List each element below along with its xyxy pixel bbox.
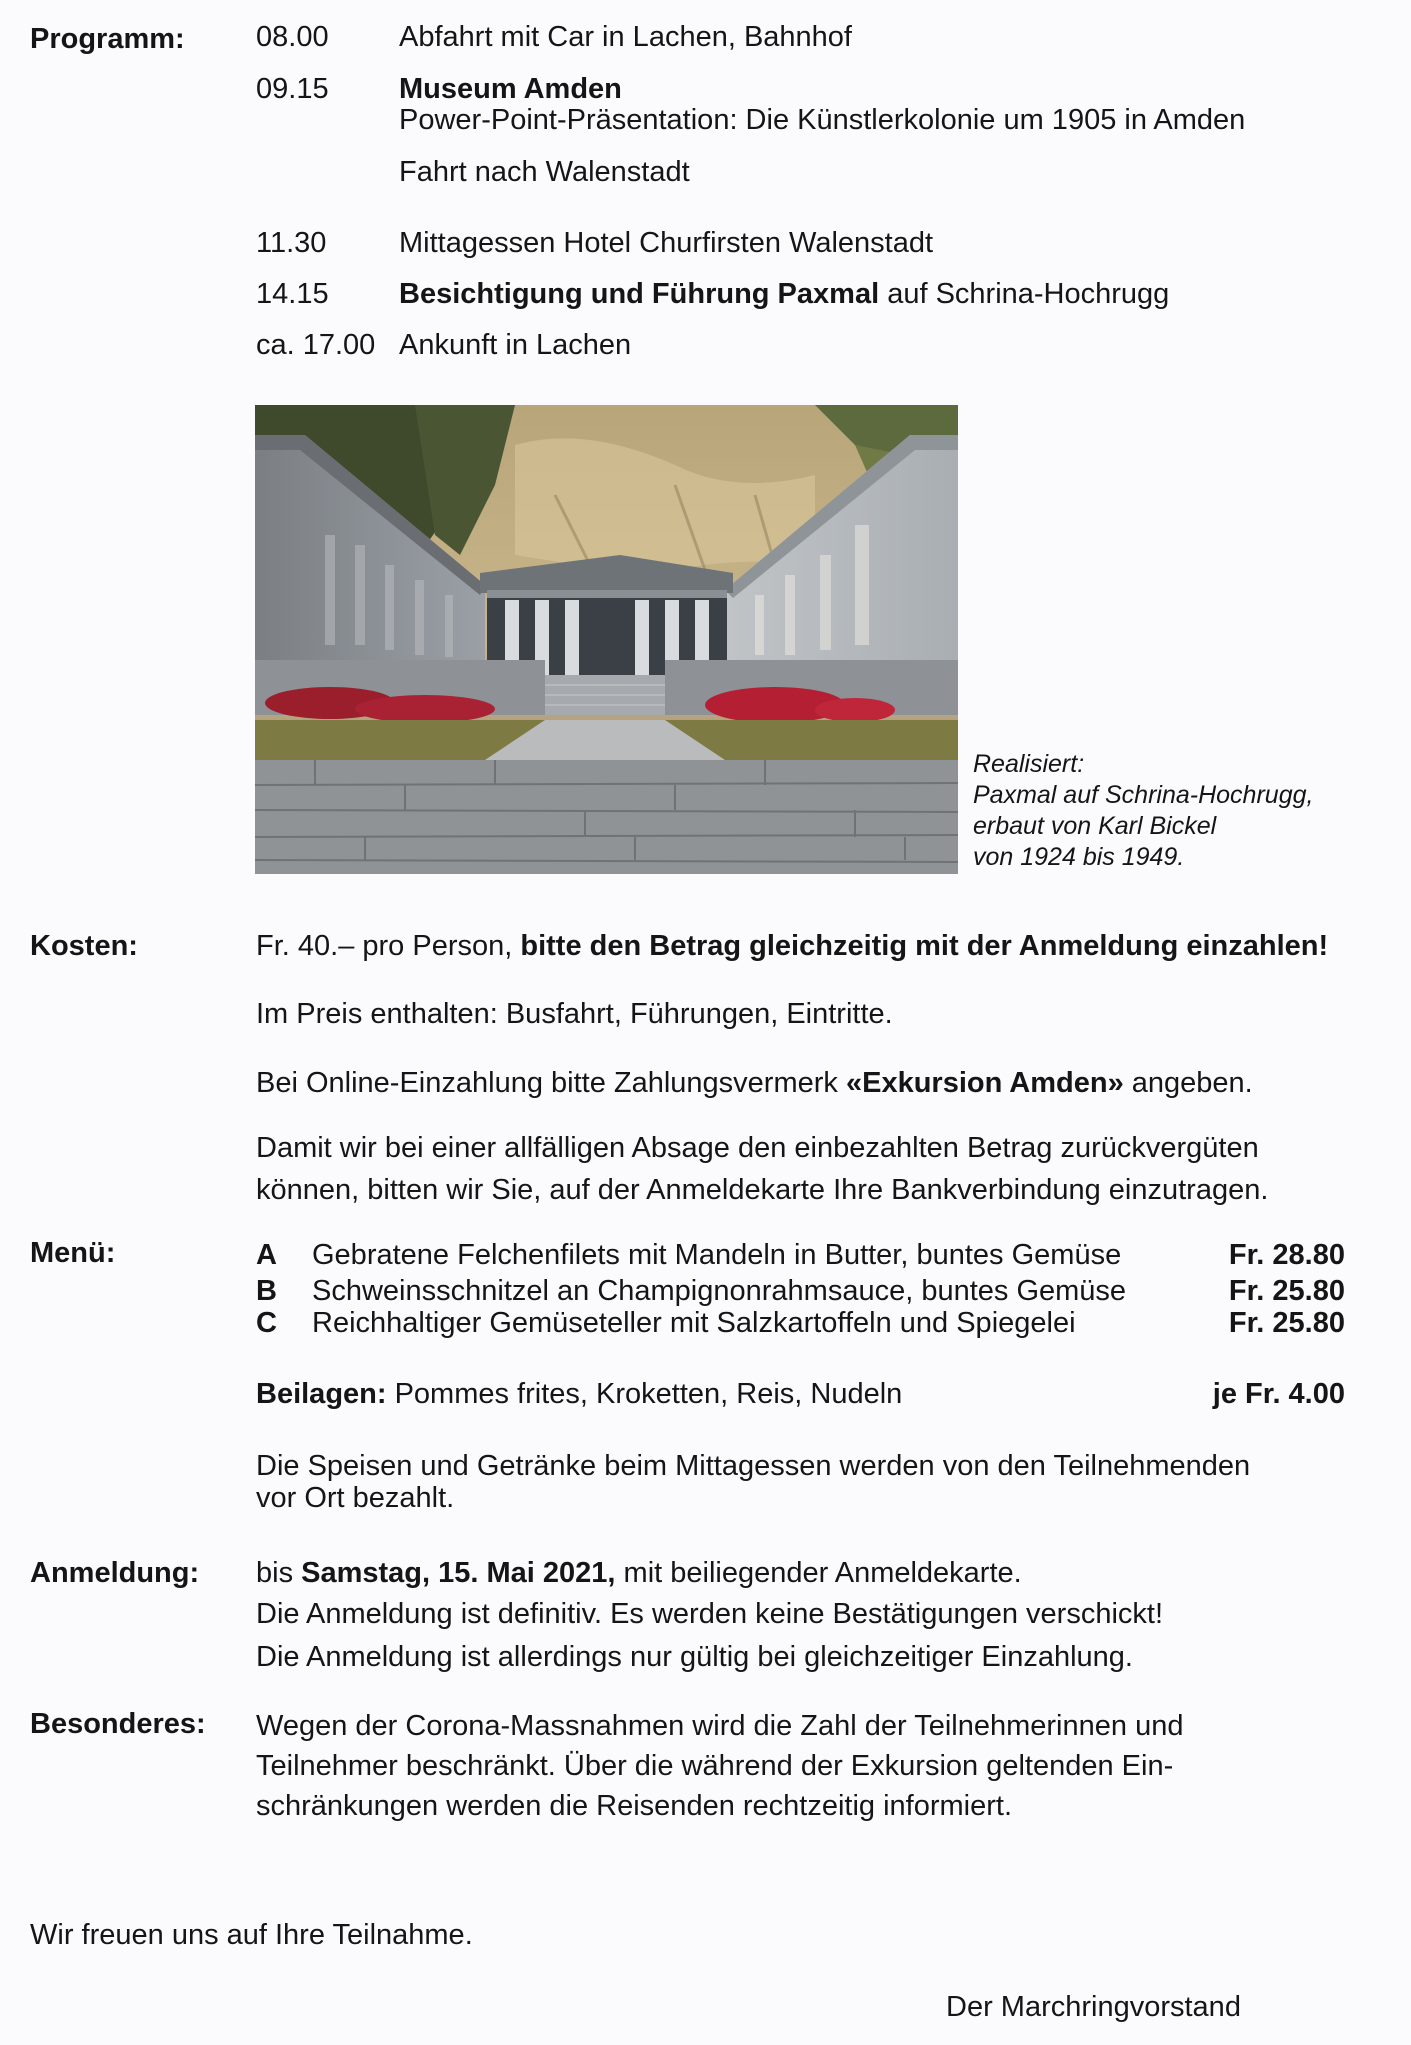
programm-time-6: ca. 17.00 xyxy=(256,329,376,361)
anmeldung-line-3: Die Anmeldung ist allerdings nur gültig bei gleichzeitiger Einzahlung. xyxy=(256,1641,1133,1673)
kosten-price-note: bitte den Betrag gleichzeitig mit der Anmeldung einzahlen! xyxy=(520,930,1329,962)
closing-text: Wir freuen uns auf Ihre Teilnahme. xyxy=(30,1919,473,1951)
anmeldung-deadline-pre: bis xyxy=(256,1557,302,1589)
menu-label: Menü: xyxy=(30,1237,116,1269)
programm-time-4: 11.30 xyxy=(256,227,327,259)
kosten-online xyxy=(256,1066,1253,1100)
programm-event-3: Fahrt nach Walenstadt xyxy=(399,156,690,188)
programm-event-2-title: Museum Amden xyxy=(399,73,622,105)
menu-item-c-letter: C xyxy=(256,1307,277,1339)
kosten-price xyxy=(256,929,1328,963)
signature: Der Marchringvorstand xyxy=(946,1991,1241,2023)
menu-beilagen-price: je Fr. 4.00 xyxy=(1212,1378,1345,1410)
menu-item-a-price: Fr. 28.80 xyxy=(1228,1239,1345,1271)
programm-event-5-title: Besichtigung und Führung Paxmal xyxy=(399,278,880,310)
besonderes-line-2: Teilnehmer beschränkt. Über die während der Exkursion geltenden Ein- xyxy=(256,1750,1174,1782)
programm-time-2: 09.15 xyxy=(256,73,329,105)
programm-event-1: Abfahrt mit Car in Lachen, Bahnhof xyxy=(399,21,852,53)
menu-beilagen xyxy=(256,1377,902,1411)
menu-note-line-2: vor Ort bezahlt. xyxy=(256,1482,455,1514)
besonderes-label: Besonderes: xyxy=(30,1708,206,1740)
kosten-refund-line-1: Damit wir bei einer allfälligen Absage den einbezahlten Betrag zurückvergüten xyxy=(256,1132,1259,1164)
photo-caption-line-2: Paxmal auf Schrina-Hochrugg, xyxy=(973,781,1314,809)
photo-caption-line-1: Realisiert: xyxy=(973,750,1085,778)
menu-beilagen-label: Beilagen: xyxy=(256,1378,387,1410)
kosten-online-reference: «Exkursion Amden» xyxy=(845,1067,1124,1099)
menu-item-b-letter: B xyxy=(256,1275,277,1307)
anmeldung-deadline-post: mit beiliegender Anmeldekarte. xyxy=(615,1557,1022,1589)
anmeldung-deadline xyxy=(256,1556,1022,1590)
kosten-online-pre: Bei Online-Einzahlung bitte Zahlungsvermerk xyxy=(256,1067,846,1099)
kosten-online-post: angeben. xyxy=(1123,1067,1253,1099)
menu-beilagen-text: Pommes frites, Kroketten, Reis, Nudeln xyxy=(386,1378,903,1410)
photo-caption xyxy=(973,749,1313,873)
menu-item-b-text: Schweinsschnitzel an Champignonrahmsauce, buntes Gemüse xyxy=(312,1275,1127,1307)
menu-item-b-price: Fr. 25.80 xyxy=(1228,1275,1345,1307)
programm-event-2-text: Power-Point-Präsentation: Die Künstlerkolonie um 1905 in Amden xyxy=(399,104,1246,136)
menu-item-c-text: Reichhaltiger Gemüseteller mit Salzkartoffeln und Spiegelei xyxy=(312,1307,1076,1339)
besonderes-line-3: schränkungen werden die Reisenden rechtzeitig informiert. xyxy=(256,1790,1013,1822)
anmeldung-label: Anmeldung: xyxy=(30,1557,200,1589)
programm-event-5 xyxy=(399,277,1169,311)
menu-item-a-letter: A xyxy=(256,1239,277,1271)
photo-caption-line-4: von 1924 bis 1949. xyxy=(973,843,1185,871)
besonderes-line-1: Wegen der Corona-Massnahmen wird die Zahl der Teilnehmerinnen und xyxy=(256,1710,1184,1742)
photo-caption-line-3: erbaut von Karl Bickel xyxy=(973,812,1217,840)
menu-note-line-1: Die Speisen und Getränke beim Mittagessen werden von den Teilnehmenden xyxy=(256,1450,1251,1482)
programm-time-1: 08.00 xyxy=(256,21,329,53)
menu-item-c-price: Fr. 25.80 xyxy=(1228,1307,1345,1339)
programm-event-6: Ankunft in Lachen xyxy=(399,329,632,361)
anmeldung-line-2: Die Anmeldung ist definitiv. Es werden keine Bestätigungen verschickt! xyxy=(256,1598,1164,1630)
programm-event-5-text: auf Schrina-Hochrugg xyxy=(879,278,1170,310)
kosten-label: Kosten: xyxy=(30,930,138,962)
programm-event-4: Mittagessen Hotel Churfirsten Walenstadt xyxy=(399,227,934,259)
paxmal-photo xyxy=(255,405,958,874)
kosten-price-text: Fr. 40.– pro Person, xyxy=(256,930,521,962)
kosten-refund-line-2: können, bitten wir Sie, auf der Anmeldekarte Ihre Bankverbindung einzutragen. xyxy=(256,1174,1269,1206)
programm-label: Programm: xyxy=(30,23,185,55)
programm-time-5: 14.15 xyxy=(256,278,329,310)
kosten-included: Im Preis enthalten: Busfahrt, Führungen, Eintritte. xyxy=(256,998,893,1030)
anmeldung-deadline-date: Samstag, 15. Mai 2021, xyxy=(301,1557,616,1589)
menu-item-a-text: Gebratene Felchenfilets mit Mandeln in Butter, buntes Gemüse xyxy=(312,1239,1122,1271)
